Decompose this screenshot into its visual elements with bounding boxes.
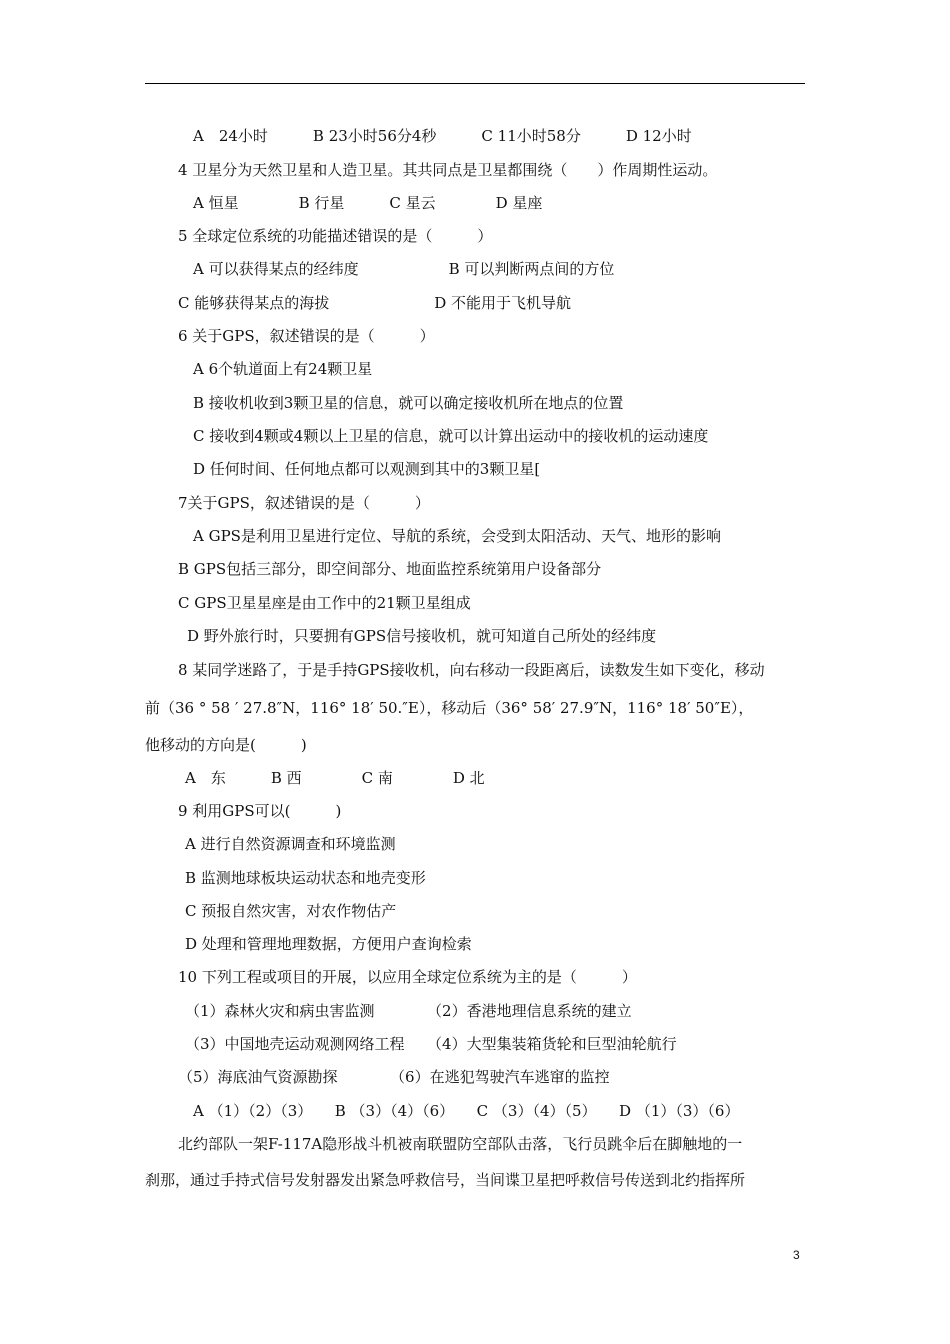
- q6-stem: 6 关于GPS，叙述错误的是（ ）: [178, 327, 435, 345]
- header-rule: [145, 83, 805, 84]
- q10-items-1-2: （1）森林火灾和病虫害监测 （2）香港地理信息系统的建立: [185, 1002, 632, 1020]
- q10-items-5-6: （5）海底油气资源勘探 （6）在逃犯驾驶汽车逃窜的监控: [178, 1068, 610, 1086]
- q4-stem: 4 卫星分为天然卫星和人造卫星。其共同点是卫星都围绕（ ）作周期性运动。: [178, 161, 718, 179]
- q7-option-a: A GPS是利用卫星进行定位、导航的系统，会受到太阳活动、天气、地形的影响: [193, 527, 721, 545]
- q7-stem: 7关于GPS，叙述错误的是（ ）: [178, 494, 430, 512]
- q10-stem: 10 下列工程或项目的开展，以应用全球定位系统为主的是（ ）: [178, 968, 637, 986]
- q10-options: A （1）（2）（3） B （3）（4）（6） C （3）（4）（5） D （1）（3）（6）: [193, 1102, 740, 1120]
- q10-items-3-4: （3）中国地壳运动观测网络工程 （4）大型集装箱货轮和巨型油轮航行: [185, 1035, 677, 1053]
- q7-option-d: D 野外旅行时，只要拥有GPS信号接收机，就可知道自己所处的经纬度: [187, 627, 657, 645]
- q6-option-d: D 任何时间、任何地点都可以观测到其中的3颗卫星[: [193, 460, 541, 478]
- q3-options: A 24小时 B 23小时56分4秒 C 11小时58分 D 12小时: [193, 127, 692, 145]
- q7-option-b: B GPS包括三部分，即空间部分、地面监控系统第用户设备部分: [178, 560, 602, 578]
- q9-stem: 9 利用GPS可以( ): [178, 802, 342, 820]
- page-number: 3: [793, 1248, 800, 1262]
- q8-stem-1: 8 某同学迷路了，于是手持GPS接收机，向右移动一段距离后，读数发生如下变化，移动: [178, 661, 765, 679]
- q6-option-b: B 接收机收到3颗卫星的信息，就可以确定接收机所在地点的位置: [193, 394, 624, 412]
- q9-option-c: C 预报自然灾害，对农作物估产: [185, 902, 397, 920]
- passage-line-2: 刹那，通过手持式信号发射器发出紧急呼救信号，当间谍卫星把呼救信号传送到北约指挥所: [145, 1171, 746, 1189]
- q5-stem: 5 全球定位系统的功能描述错误的是（ ）: [178, 227, 493, 245]
- passage-line-1: 北约部队一架F-117A隐形战斗机被南联盟防空部队击落，飞行员跳伞后在脚触地的一: [178, 1135, 743, 1153]
- q5-options-ab: A 可以获得某点的经纬度 B 可以判断两点间的方位: [193, 260, 615, 278]
- q6-option-a: A 6个轨道面上有24颗卫星: [193, 360, 373, 378]
- q9-option-a: A 进行自然资源调查和环境监测: [185, 835, 396, 853]
- q5-options-cd: C 能够获得某点的海拔 D 不能用于飞机导航: [178, 294, 572, 312]
- q9-option-d: D 处理和管理地理数据，方便用户查询检索: [185, 935, 472, 953]
- q9-option-b: B 监测地球板块运动状态和地壳变形: [185, 869, 426, 887]
- q6-option-c: C 接收到4颗或4颗以上卫星的信息，就可以计算出运动中的接收机的运动速度: [193, 427, 709, 445]
- q4-options: A 恒星 B 行星 C 星云 D 星座: [193, 194, 543, 212]
- q8-stem-2: 前（36 ° 58 ′ 27.8″N，116° 18′ 50.″E），移动后（36° 58′ 27.9″N，116° 18′ 50″E），: [145, 699, 754, 717]
- q7-option-c: C GPS卫星星座是由工作中的21颗卫星组成: [178, 594, 471, 612]
- q8-stem-3: 他移动的方向是( ): [145, 736, 307, 754]
- q8-options: A 东 B 西 C 南 D 北: [185, 769, 485, 787]
